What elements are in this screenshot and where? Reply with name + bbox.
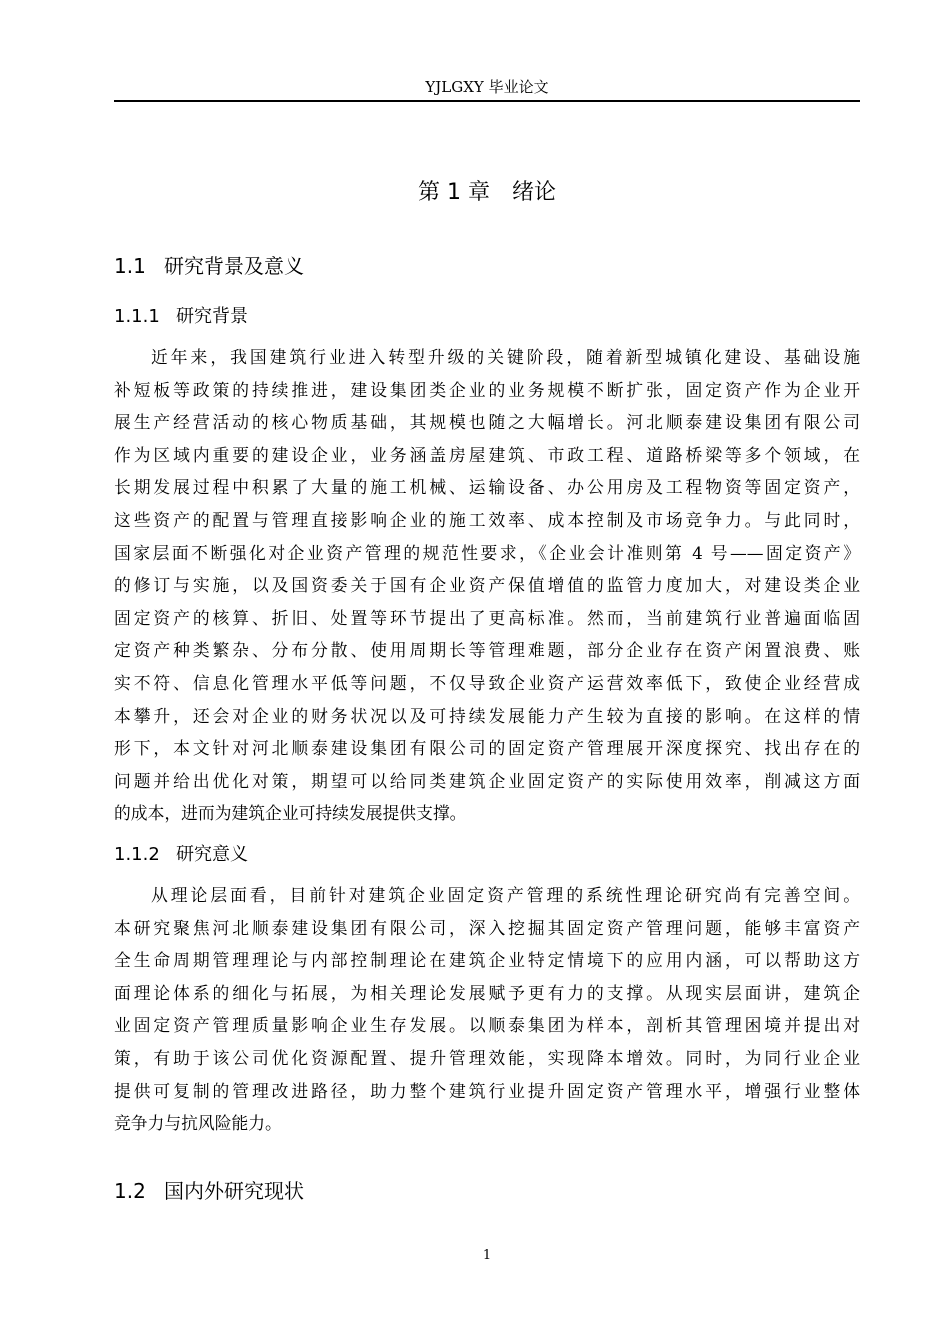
paragraph-line: 的修订与实施，以及国资委关于国有企业资产保值增值的监管力度加大，对建设类企业: [114, 575, 860, 596]
section-number: 1.2: [114, 1179, 146, 1203]
section-title: 国内外研究现状: [164, 1179, 304, 1203]
running-header: YJLGXY 毕业论文: [425, 78, 549, 96]
paragraph-line: 长期发展过程中积累了大量的施工机械、运输设备、办公用房及工程物资等固定资产，: [114, 477, 860, 498]
chapter-title: 第 1 章 绪论: [418, 180, 556, 205]
paragraph-line: 作为区域内重要的建设企业，业务涵盖房屋建筑、市政工程、道路桥梁等多个领域，在: [114, 444, 860, 465]
paragraph-research-background: [114, 341, 860, 830]
subsection-number: 1.1.2: [114, 844, 160, 865]
paragraph-line: 业固定资产管理质量影响企业生存发展。以顺泰集团为样本，剖析其管理困境并提出对: [114, 1015, 860, 1036]
page-number: 1: [482, 1248, 492, 1263]
paragraph-line: 这些资产的配置与管理直接影响企业的施工效率、成本控制及市场竞争力。与此同时，: [114, 509, 860, 530]
paragraph-line: 本攀升，还会对企业的财务状况以及可持续发展能力产生较为直接的影响。在这样的情: [114, 705, 860, 726]
paragraph-line: 全生命周期管理理论与内部控制理论在建筑企业特定情境下的应用内涵，可以帮助这方: [114, 950, 860, 971]
subsection-title: 研究意义: [176, 844, 248, 865]
paragraph-line: 问题并给出优化对策，期望可以给同类建筑企业固定资产的实际使用效率，削减这方面: [114, 770, 860, 791]
paragraph-line: 策，有助于该公司优化资源配置、提升管理效能，实现降本增效。同时，为同行业企业: [114, 1047, 860, 1068]
paragraph-line: 从理论层面看，目前针对建筑企业固定资产管理的系统性理论研究尚有完善空间。: [151, 885, 860, 905]
subsection-number: 1.1.1: [114, 306, 160, 327]
paragraph-line: 竞争力与抗风险能力。: [114, 1113, 282, 1134]
paragraph-line: 本研究聚焦河北顺泰建设集团有限公司，深入挖掘其固定资产管理问题，能够丰富资产: [114, 917, 860, 938]
paragraph-line: 定资产种类繁杂、分布分散、使用周期长等管理难题，部分企业存在资产闲置浪费、账: [114, 640, 860, 661]
section-title: 研究背景及意义: [164, 254, 304, 278]
paragraph-line: 补短板等政策的持续推进，建设集团类企业的业务规模不断扩张，固定资产作为企业开: [114, 379, 860, 400]
header-divider: [114, 100, 860, 102]
subsection-heading-1-1-1: [114, 304, 248, 330]
paragraph-line: 展生产经营活动的核心物质基础，其规模也随之大幅增长。河北顺泰建设集团有限公司: [114, 412, 860, 433]
paragraph-line: 的成本，进而为建筑企业可持续发展提供支撑。: [114, 803, 467, 824]
subsection-heading-1-1-2: [114, 842, 248, 868]
paragraph-line: 实不符、信息化管理水平低等问题，不仅导致企业资产运营效率低下，致使企业经营成: [114, 672, 860, 693]
paragraph-research-significance: [114, 879, 860, 1140]
paragraph-line: 固定资产的核算、折旧、处置等环节提出了更高标准。然而，当前建筑行业普遍面临固: [114, 607, 860, 628]
subsection-title: 研究背景: [176, 306, 248, 327]
paragraph-line: 形下，本文针对河北顺泰建设集团有限公司的固定资产管理展开深度探究、找出存在的: [114, 738, 860, 759]
section-heading-1-1: [114, 252, 304, 280]
paragraph-line: 提供可复制的管理改进路径，助力整个建筑行业提升固定资产管理水平，增强行业整体: [114, 1080, 860, 1101]
paragraph-line: 面理论体系的细化与拓展，为相关理论发展赋予更有力的支撑。从现实层面讲，建筑企: [114, 982, 860, 1003]
paragraph-line: 近年来，我国建筑行业进入转型升级的关键阶段，随着新型城镇化建设、基础设施: [151, 347, 860, 367]
section-heading-1-2: [114, 1177, 304, 1205]
paragraph-line: 国家层面不断强化对企业资产管理的规范性要求，《企业会计准则第 4 号——固定资产》: [114, 542, 860, 563]
section-number: 1.1: [114, 254, 146, 278]
